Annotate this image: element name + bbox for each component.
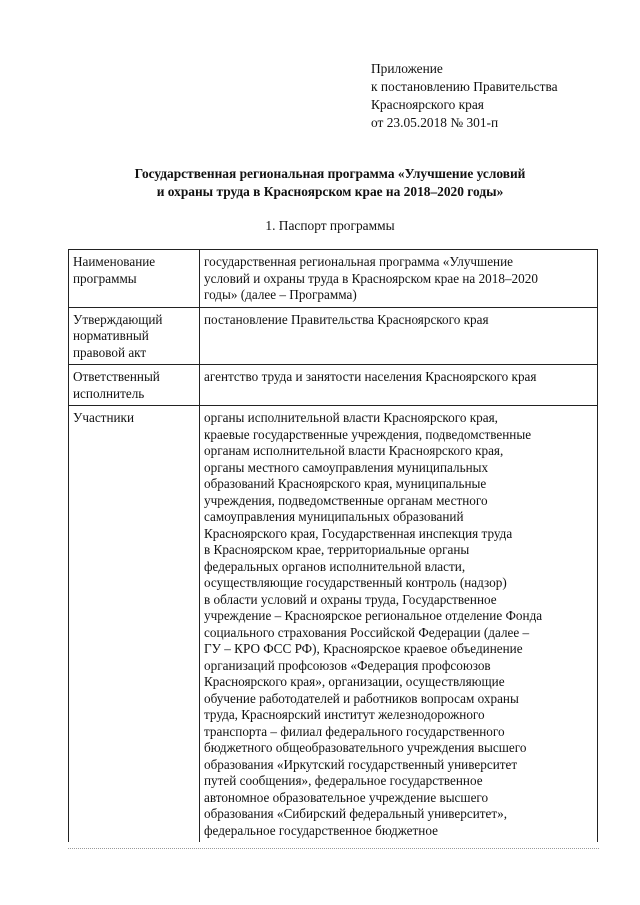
- passport-value-cell: [200, 365, 598, 406]
- passport-label-cell: [69, 250, 200, 308]
- passport-value-line: путей сообщения», федеральное государственное: [204, 773, 483, 788]
- passport-label-line: Утверждающий: [73, 311, 163, 327]
- passport-value-line: организаций профсоюзов «Федерация профсоюзов: [204, 657, 491, 673]
- passport-value-line: государственная региональная программа «Улучшение: [204, 254, 514, 269]
- passport-value-line: агентство труда и занятости населения Красноярского края: [204, 369, 537, 384]
- passport-value-line: социального страхования Российской Федерации (далее –: [204, 624, 530, 640]
- document-title-line: Государственная региональная программа «Улучшение условий: [134, 166, 526, 181]
- passport-value-line: автономное образовательное учреждение высшего: [204, 789, 489, 805]
- passport-label-line: Ответственный: [73, 369, 160, 384]
- passport-value-line: ГУ – КРО ФСС РФ), Красноярское краевое объединение: [204, 641, 523, 656]
- appendix-line: к постановлению Правительства: [371, 79, 558, 94]
- passport-value-line: осуществляющие государственный контроль (надзор): [204, 575, 507, 590]
- passport-label-line: Наименование: [73, 254, 156, 269]
- passport-label-line: правовой акт: [73, 344, 147, 360]
- passport-label-line: исполнитель: [73, 385, 145, 401]
- passport-label-line: Участники: [73, 410, 135, 425]
- passport-value-line: органам исполнительной власти Красноярского края,: [204, 443, 504, 458]
- appendix-line: Приложение: [371, 61, 443, 76]
- passport-value-cell: [200, 250, 598, 308]
- passport-value-line: федеральных органов исполнительной власти,: [204, 558, 466, 574]
- passport-value-line: учреждения, подведомственные органам местного: [204, 492, 488, 508]
- passport-value-line: обучение работодателей и работников вопросам охраны: [204, 690, 519, 706]
- passport-value-line: образований Красноярского края, муниципальные: [204, 476, 487, 491]
- section-title: 1. Паспорт программы: [265, 218, 395, 233]
- passport-label-line: программы: [73, 270, 137, 286]
- passport-value-line: учреждение – Красноярское региональное отделение Фонда: [204, 608, 543, 623]
- appendix-line: от 23.05.2018 № 301-п: [371, 115, 499, 130]
- passport-value-line: органы местного самоуправления муниципальных: [204, 459, 489, 475]
- passport-label-cell: [69, 406, 200, 843]
- passport-row: [69, 250, 598, 308]
- passport-value-line: условий и охраны труда в Красноярском крае на 2018–2020: [204, 270, 538, 286]
- passport-value-cell: [200, 307, 598, 365]
- appendix-header: [371, 60, 558, 132]
- passport-value-line: труда, Красноярский институт железнодорожного: [204, 707, 485, 722]
- passport-value-line: Красноярского края, Государственная инспекция труда: [204, 525, 513, 541]
- document-title-line: и охраны труда в Красноярском крае на 2018–2020 годы»: [156, 184, 504, 199]
- passport-value-line: Красноярского края», организации, осуществляющие: [204, 674, 505, 689]
- passport-value-line: в области условий и охраны труда, Государственное: [204, 591, 497, 607]
- passport-value-cell: [200, 406, 598, 843]
- passport-value-line: постановление Правительства Красноярского края: [204, 311, 489, 327]
- page-cut-line: [68, 848, 599, 849]
- passport-value-line: образования «Иркутский государственный университет: [204, 756, 518, 772]
- appendix-line: Красноярского края: [371, 97, 484, 112]
- passport-value-line: федеральное государственное бюджетное: [204, 822, 438, 838]
- passport-value-line: органы исполнительной власти Красноярского края,: [204, 410, 498, 425]
- passport-table: [68, 249, 598, 842]
- passport-value-line: годы» (далее – Программа): [204, 287, 357, 302]
- passport-value-line: бюджетного общеобразовательного учреждения высшего: [204, 740, 527, 755]
- passport-row: [69, 365, 598, 406]
- document-title: [60, 165, 600, 201]
- passport-value-line: транспорта – филиал федерального государственного: [204, 723, 505, 739]
- passport-value-line: в Красноярском крае, территориальные органы: [204, 542, 470, 557]
- passport-value-line: образования «Сибирский федеральный университет»,: [204, 806, 508, 821]
- passport-label-cell: [69, 365, 200, 406]
- passport-value-line: самоуправления муниципальных образований: [204, 509, 464, 524]
- passport-label-cell: [69, 307, 200, 365]
- passport-row: [69, 307, 598, 365]
- passport-label-line: нормативный: [73, 328, 149, 343]
- passport-value-line: краевые государственные учреждения, подведомственные: [204, 426, 532, 442]
- passport-row: [69, 406, 598, 843]
